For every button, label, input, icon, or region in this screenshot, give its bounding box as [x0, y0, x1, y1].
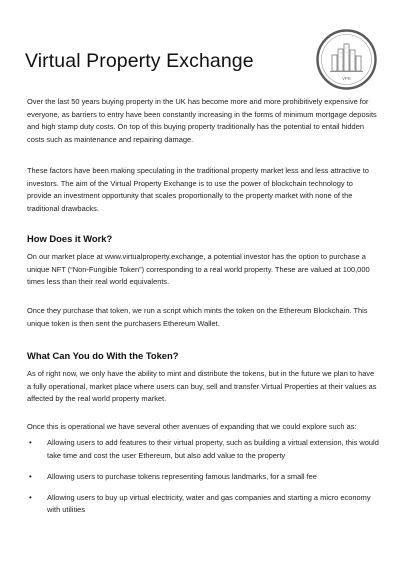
list-item-text: Allowing users to buy up virtual electricity, water and gas companies and starting a micro economy with utilities	[47, 492, 371, 514]
paragraph-token-1: As of right now, we only have the ability to mint and distribute the tokens, but in the future we plan to have a fully operational, market place where users can buy, sell and transfer Virtual Properties at their values as affected by the real world property market.	[27, 369, 377, 403]
list-item	[27, 492, 379, 517]
vpe-logo-graphic	[316, 29, 377, 90]
heading-token-uses: What Can You do With the Token?	[27, 350, 179, 361]
heading-how-it-works: How Does it Work?	[27, 233, 113, 244]
logo-text: VPE	[341, 76, 352, 81]
paragraph-aim: These factors have been making speculating in the traditional property market less and less attractive to investors. The aim of the Virtual Property Exchange is to use the power of blockchain technology to provide an investment opportunity that scales proportionally to the property market with none of the traditional drawbacks.	[27, 166, 369, 213]
list-item-text: Allowing users to purchase tokens representing famous landmarks, for a small fee	[47, 471, 317, 481]
bullet-glyph: •	[29, 471, 32, 481]
bullet-glyph: •	[29, 438, 32, 447]
paragraph-how-2: Once they purchase that token, we run a script which mints the token on the Ethereum Blockchain. This unique token is then sent the purchasers Ethereum Wallet.	[27, 306, 368, 328]
page-title: Virtual Property Exchange	[25, 50, 254, 72]
vpe-logo-icon	[316, 29, 377, 90]
paragraph-how-1: On our market place at www.virtualproperty.exchange, a potential investor has the option to purchase a unique NFT (“Non-Fungible Token”) corresponding to a real world property. These are valued at 100,000 times less than their real world equivalents.	[27, 252, 370, 286]
expansion-list	[27, 437, 379, 525]
bullet-glyph: •	[29, 492, 32, 502]
paragraph-intro: Over the last 50 years buying property in the UK has become more and more prohibitively expensive for everyone, as barriers to entry have been constantly increasing in the forms of minimum mortgage deposits and high stamp duty costs. On top of this buying property traditionally has the potential to entail hidden costs such as maintenance and repairing damage.	[27, 97, 377, 144]
list-item	[27, 471, 379, 484]
list-item-text: Allowing users to add features to their virtual property, such as building a virtual extension, this would take time and cost the user Ethereum, but also add value to the property	[47, 438, 379, 460]
list-item	[27, 437, 379, 462]
paragraph-token-2: Once this is operational we have several other avenues of expanding that we could explore such as:	[27, 422, 357, 431]
